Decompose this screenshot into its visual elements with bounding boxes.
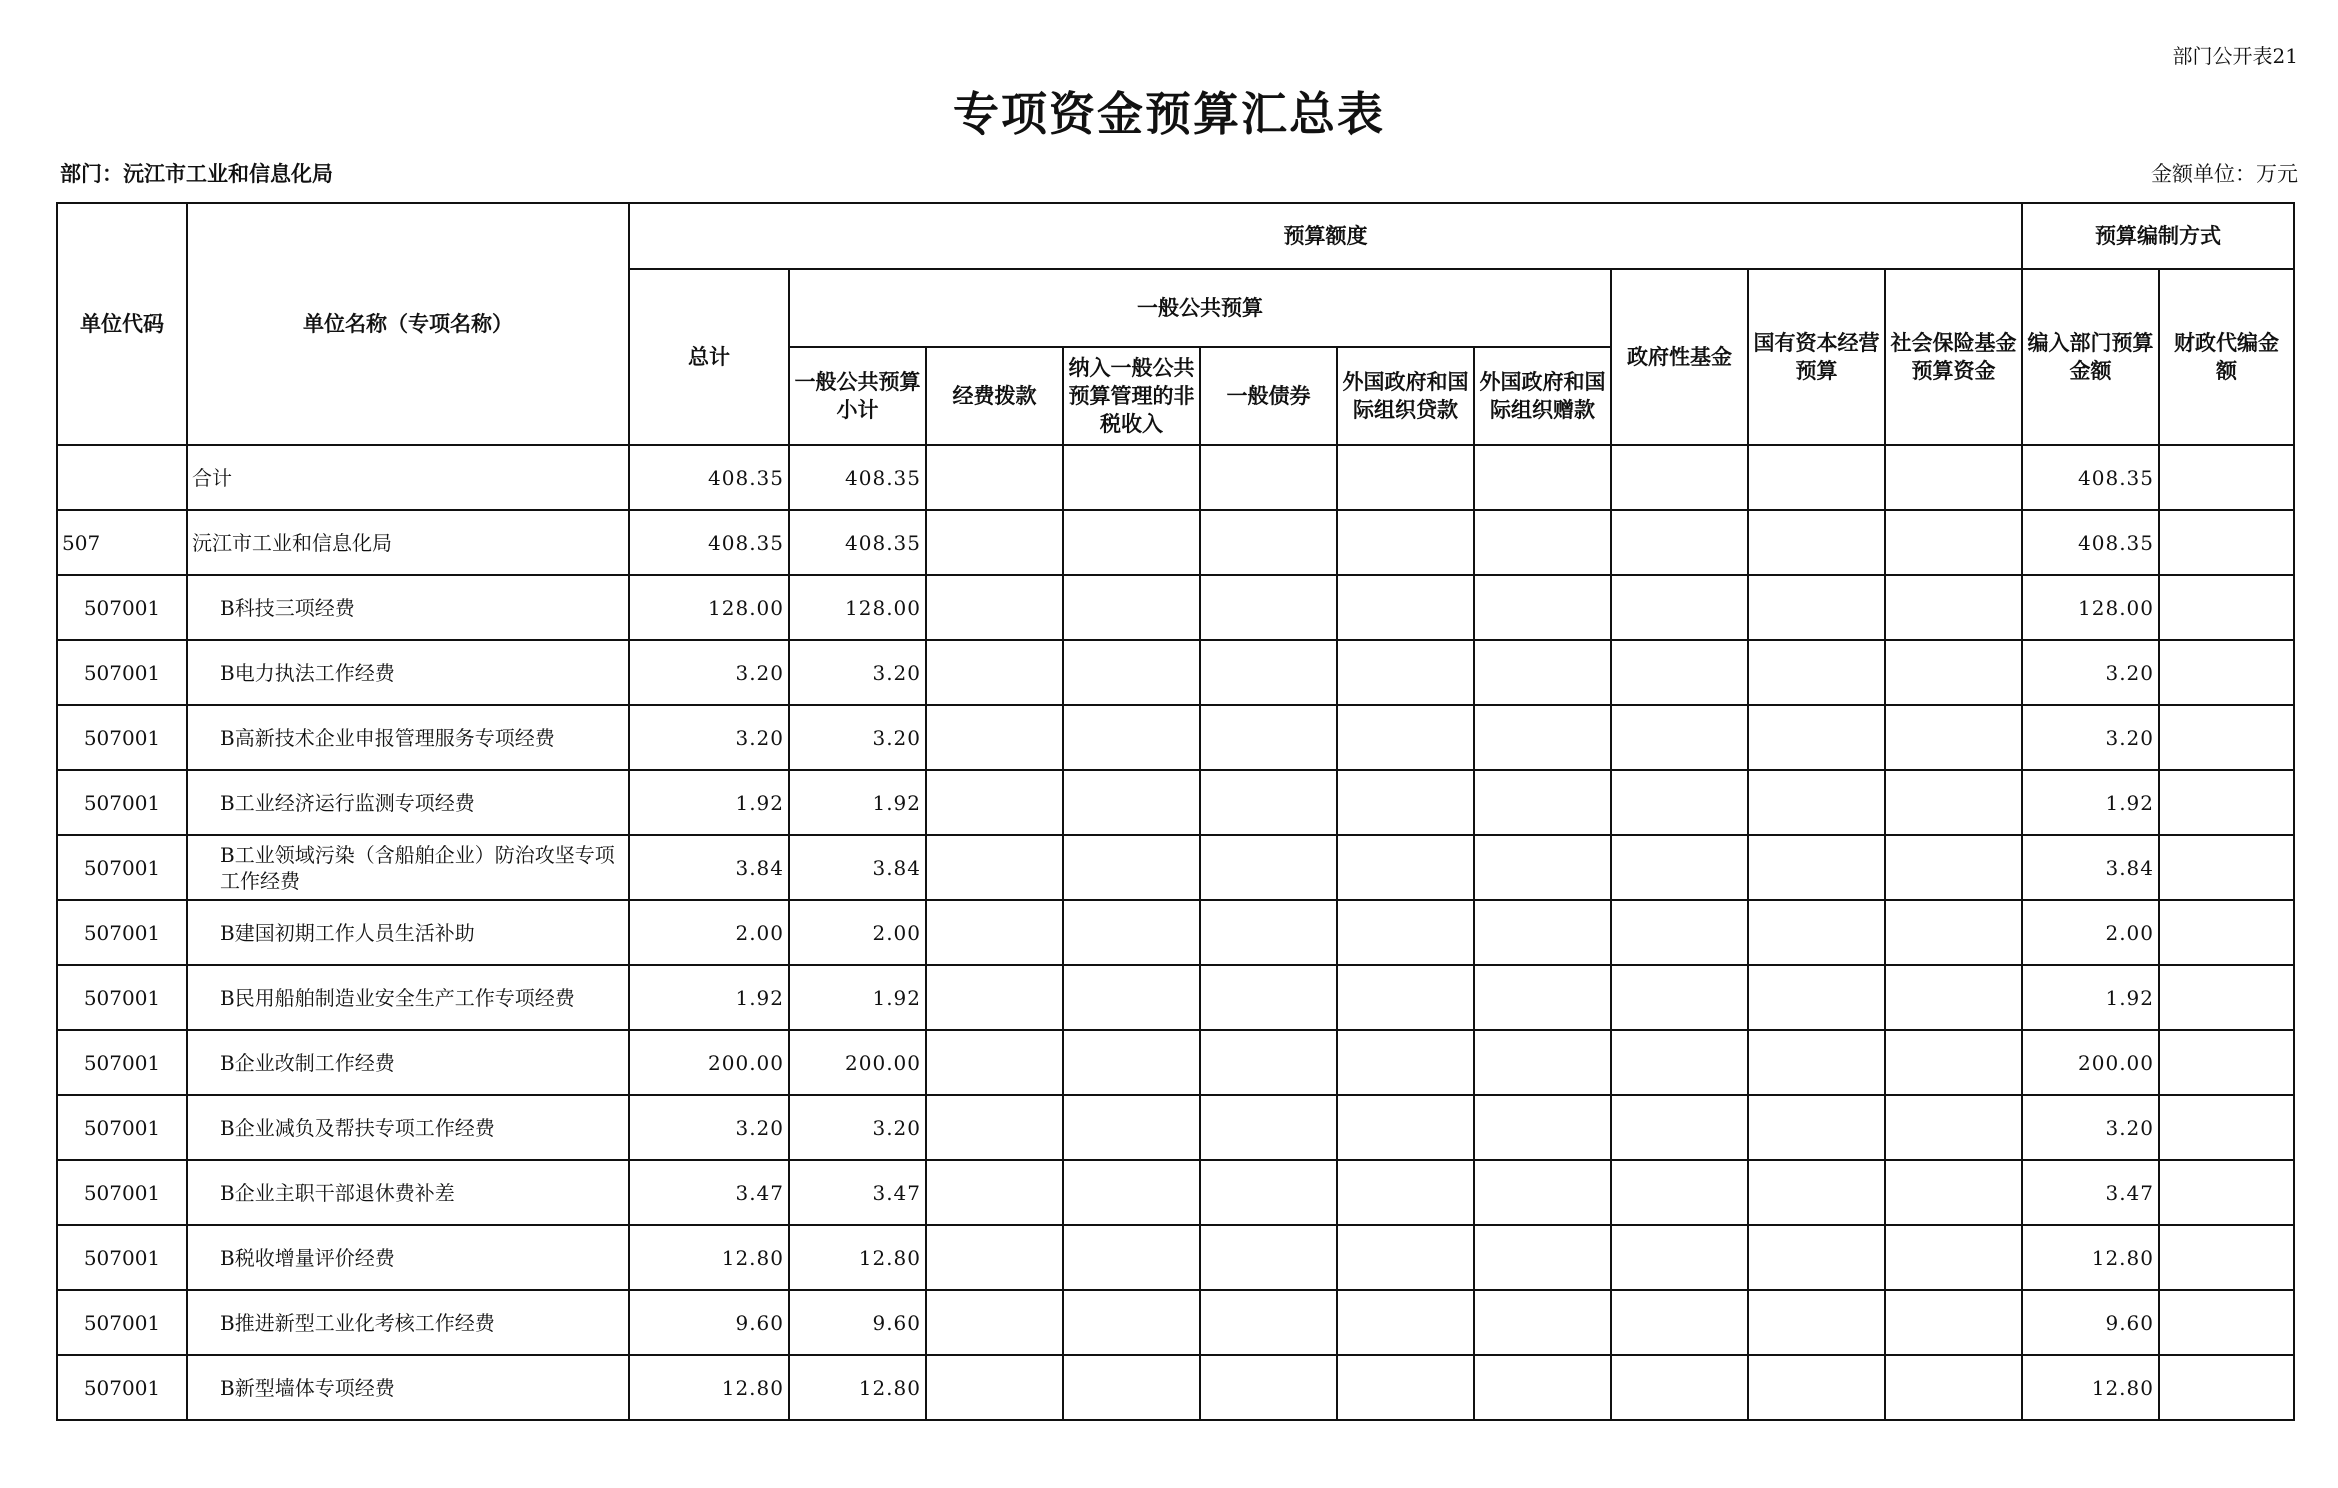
cell-funding-allocation <box>926 900 1063 965</box>
cell-funding-allocation <box>926 1160 1063 1225</box>
cell-non-tax-income <box>1063 445 1200 510</box>
table-row <box>57 900 2294 965</box>
cell-gov-fund <box>1611 640 1748 705</box>
cell-foreign-grants <box>1474 510 1611 575</box>
cell-foreign-loans <box>1337 965 1474 1030</box>
cell-unit-code: 507001 <box>57 770 187 835</box>
cell-unit-code: 507001 <box>57 1030 187 1095</box>
cell-unit-name: B工业领域污染（含船舶企业）防治攻坚专项工作经费 <box>187 835 629 900</box>
cell-gov-fund <box>1611 1160 1748 1225</box>
cell-state-capital <box>1748 510 1885 575</box>
table-row <box>57 575 2294 640</box>
cell-dept-budget-amount: 128.00 <box>2022 575 2159 640</box>
cell-fiscal-agency-amount <box>2159 575 2294 640</box>
cell-funding-allocation <box>926 770 1063 835</box>
table-row <box>57 510 2294 575</box>
cell-non-tax-income <box>1063 510 1200 575</box>
cell-unit-code: 507001 <box>57 1225 187 1290</box>
cell-state-capital <box>1748 445 1885 510</box>
cell-foreign-grants <box>1474 1225 1611 1290</box>
page-title: 专项资金预算汇总表 <box>953 87 1385 141</box>
cell-gp-subtotal: 3.20 <box>789 640 926 705</box>
cell-dept-budget-amount: 3.20 <box>2022 705 2159 770</box>
cell-fiscal-agency-amount <box>2159 705 2294 770</box>
header-dept-budget-amount: 编入部门预算金额 <box>2022 269 2159 445</box>
cell-social-insurance <box>1885 575 2022 640</box>
cell-total: 3.20 <box>629 705 789 770</box>
cell-unit-name: B科技三项经费 <box>187 575 629 640</box>
cell-dept-budget-amount: 3.20 <box>2022 1095 2159 1160</box>
cell-general-bonds <box>1200 1095 1337 1160</box>
cell-unit-code: 507001 <box>57 900 187 965</box>
cell-general-bonds <box>1200 965 1337 1030</box>
cell-gov-fund <box>1611 575 1748 640</box>
cell-non-tax-income <box>1063 1290 1200 1355</box>
cell-fiscal-agency-amount <box>2159 900 2294 965</box>
cell-total: 128.00 <box>629 575 789 640</box>
cell-foreign-loans <box>1337 705 1474 770</box>
cell-general-bonds <box>1200 900 1337 965</box>
cell-gov-fund <box>1611 705 1748 770</box>
cell-dept-budget-amount: 3.47 <box>2022 1160 2159 1225</box>
cell-dept-budget-amount: 12.80 <box>2022 1225 2159 1290</box>
cell-foreign-grants <box>1474 640 1611 705</box>
cell-gp-subtotal: 12.80 <box>789 1355 926 1420</box>
cell-fiscal-agency-amount <box>2159 510 2294 575</box>
cell-foreign-loans <box>1337 640 1474 705</box>
table-row <box>57 1160 2294 1225</box>
header-foreign-loans: 外国政府和国际组织贷款 <box>1337 347 1474 445</box>
cell-dept-budget-amount: 1.92 <box>2022 770 2159 835</box>
cell-fiscal-agency-amount <box>2159 1160 2294 1225</box>
cell-unit-name: B民用船舶制造业安全生产工作专项经费 <box>187 965 629 1030</box>
cell-total: 12.80 <box>629 1225 789 1290</box>
cell-funding-allocation <box>926 1290 1063 1355</box>
cell-state-capital <box>1748 835 1885 900</box>
table-row <box>57 640 2294 705</box>
amount-unit-label: 金额单位：万元 <box>2151 162 2298 186</box>
cell-state-capital <box>1748 1355 1885 1420</box>
cell-gp-subtotal: 3.84 <box>789 835 926 900</box>
cell-foreign-grants <box>1474 445 1611 510</box>
table-row <box>57 1355 2294 1420</box>
header-foreign-grants: 外国政府和国际组织赠款 <box>1474 347 1611 445</box>
cell-foreign-grants <box>1474 965 1611 1030</box>
cell-gp-subtotal: 1.92 <box>789 965 926 1030</box>
cell-unit-name: B工业经济运行监测专项经费 <box>187 770 629 835</box>
cell-unit-name: 沅江市工业和信息化局 <box>187 510 629 575</box>
cell-non-tax-income <box>1063 900 1200 965</box>
cell-total: 1.92 <box>629 965 789 1030</box>
cell-fiscal-agency-amount <box>2159 1290 2294 1355</box>
cell-gp-subtotal: 2.00 <box>789 900 926 965</box>
cell-state-capital <box>1748 1095 1885 1160</box>
cell-general-bonds <box>1200 1290 1337 1355</box>
cell-unit-name: B税收增量评价经费 <box>187 1225 629 1290</box>
cell-gp-subtotal: 3.20 <box>789 1095 926 1160</box>
cell-fiscal-agency-amount <box>2159 835 2294 900</box>
header-gp-subtotal: 一般公共预算小计 <box>789 347 926 445</box>
header-fiscal-agency-amount: 财政代编金额 <box>2159 269 2294 445</box>
header-budget-method: 预算编制方式 <box>2022 203 2294 269</box>
cell-unit-name: B高新技术企业申报管理服务专项经费 <box>187 705 629 770</box>
cell-dept-budget-amount: 12.80 <box>2022 1355 2159 1420</box>
cell-non-tax-income <box>1063 1095 1200 1160</box>
cell-foreign-grants <box>1474 900 1611 965</box>
cell-fiscal-agency-amount <box>2159 965 2294 1030</box>
cell-general-bonds <box>1200 1355 1337 1420</box>
cell-general-bonds <box>1200 575 1337 640</box>
cell-total: 3.20 <box>629 1095 789 1160</box>
cell-social-insurance <box>1885 900 2022 965</box>
cell-gp-subtotal: 9.60 <box>789 1290 926 1355</box>
cell-unit-name: B企业主职干部退休费补差 <box>187 1160 629 1225</box>
cell-unit-code: 507001 <box>57 1160 187 1225</box>
cell-state-capital <box>1748 1160 1885 1225</box>
cell-general-bonds <box>1200 640 1337 705</box>
header-budget-amount: 预算额度 <box>629 203 2022 269</box>
cell-social-insurance <box>1885 1095 2022 1160</box>
cell-fiscal-agency-amount <box>2159 770 2294 835</box>
cell-social-insurance <box>1885 705 2022 770</box>
cell-general-bonds <box>1200 1225 1337 1290</box>
cell-foreign-loans <box>1337 510 1474 575</box>
cell-dept-budget-amount: 1.92 <box>2022 965 2159 1030</box>
cell-dept-budget-amount: 2.00 <box>2022 900 2159 965</box>
cell-state-capital <box>1748 770 1885 835</box>
cell-gov-fund <box>1611 900 1748 965</box>
cell-general-bonds <box>1200 835 1337 900</box>
cell-fiscal-agency-amount <box>2159 1030 2294 1095</box>
cell-gov-fund <box>1611 770 1748 835</box>
table-header <box>57 203 2294 445</box>
header-total: 总计 <box>629 269 789 445</box>
cell-foreign-grants <box>1474 1290 1611 1355</box>
department-label: 部门：沅江市工业和信息化局 <box>60 161 333 186</box>
cell-social-insurance <box>1885 835 2022 900</box>
cell-foreign-loans <box>1337 1095 1474 1160</box>
cell-gov-fund <box>1611 1355 1748 1420</box>
cell-state-capital <box>1748 640 1885 705</box>
cell-fiscal-agency-amount <box>2159 1225 2294 1290</box>
budget-table <box>56 202 2295 1421</box>
cell-total: 12.80 <box>629 1355 789 1420</box>
cell-gov-fund <box>1611 835 1748 900</box>
cell-foreign-grants <box>1474 1030 1611 1095</box>
table-row <box>57 1030 2294 1095</box>
table-number-label: 部门公开表21 <box>2172 44 2298 68</box>
cell-funding-allocation <box>926 965 1063 1030</box>
cell-unit-name: B推进新型工业化考核工作经费 <box>187 1290 629 1355</box>
cell-fiscal-agency-amount <box>2159 1355 2294 1420</box>
cell-funding-allocation <box>926 445 1063 510</box>
cell-total: 3.20 <box>629 640 789 705</box>
cell-general-bonds <box>1200 445 1337 510</box>
cell-gp-subtotal: 3.47 <box>789 1160 926 1225</box>
cell-foreign-grants <box>1474 1160 1611 1225</box>
cell-gp-subtotal: 12.80 <box>789 1225 926 1290</box>
cell-gov-fund <box>1611 1030 1748 1095</box>
cell-unit-code: 507001 <box>57 1355 187 1420</box>
cell-social-insurance <box>1885 1160 2022 1225</box>
cell-gov-fund <box>1611 1095 1748 1160</box>
cell-non-tax-income <box>1063 965 1200 1030</box>
cell-unit-name: B新型墙体专项经费 <box>187 1355 629 1420</box>
cell-state-capital <box>1748 575 1885 640</box>
cell-social-insurance <box>1885 640 2022 705</box>
header-social-insurance: 社会保险基金预算资金 <box>1885 269 2022 445</box>
cell-foreign-loans <box>1337 770 1474 835</box>
cell-foreign-loans <box>1337 575 1474 640</box>
cell-non-tax-income <box>1063 1030 1200 1095</box>
cell-unit-code: 507001 <box>57 1290 187 1355</box>
cell-total: 3.84 <box>629 835 789 900</box>
cell-social-insurance <box>1885 1030 2022 1095</box>
cell-non-tax-income <box>1063 1225 1200 1290</box>
table-row <box>57 1290 2294 1355</box>
header-unit-code: 单位代码 <box>57 203 187 445</box>
header-non-tax-income: 纳入一般公共预算管理的非税收入 <box>1063 347 1200 445</box>
cell-non-tax-income <box>1063 640 1200 705</box>
cell-foreign-grants <box>1474 770 1611 835</box>
cell-foreign-loans <box>1337 1225 1474 1290</box>
cell-unit-code: 507001 <box>57 965 187 1030</box>
cell-state-capital <box>1748 900 1885 965</box>
cell-state-capital <box>1748 705 1885 770</box>
cell-state-capital <box>1748 1290 1885 1355</box>
table-row <box>57 835 2294 900</box>
cell-dept-budget-amount: 9.60 <box>2022 1290 2159 1355</box>
cell-unit-code: 507001 <box>57 835 187 900</box>
cell-unit-name: 合计 <box>187 445 629 510</box>
header-general-bonds: 一般债券 <box>1200 347 1337 445</box>
cell-non-tax-income <box>1063 1355 1200 1420</box>
cell-gp-subtotal: 408.35 <box>789 445 926 510</box>
cell-funding-allocation <box>926 640 1063 705</box>
cell-funding-allocation <box>926 1355 1063 1420</box>
header-general-public-budget: 一般公共预算 <box>789 269 1611 347</box>
header-gov-fund: 政府性基金 <box>1611 269 1748 445</box>
header-state-capital: 国有资本经营预算 <box>1748 269 1885 445</box>
cell-unit-name: B电力执法工作经费 <box>187 640 629 705</box>
cell-non-tax-income <box>1063 1160 1200 1225</box>
cell-social-insurance <box>1885 510 2022 575</box>
cell-foreign-loans <box>1337 900 1474 965</box>
cell-social-insurance <box>1885 1355 2022 1420</box>
cell-dept-budget-amount: 408.35 <box>2022 510 2159 575</box>
cell-unit-code: 507 <box>57 510 187 575</box>
cell-gp-subtotal: 1.92 <box>789 770 926 835</box>
cell-non-tax-income <box>1063 575 1200 640</box>
cell-total: 1.92 <box>629 770 789 835</box>
table-row <box>57 1095 2294 1160</box>
table-row <box>57 770 2294 835</box>
cell-foreign-grants <box>1474 1355 1611 1420</box>
table-row <box>57 1225 2294 1290</box>
cell-unit-name: B企业减负及帮扶专项工作经费 <box>187 1095 629 1160</box>
cell-gov-fund <box>1611 965 1748 1030</box>
cell-total: 408.35 <box>629 445 789 510</box>
cell-non-tax-income <box>1063 770 1200 835</box>
cell-social-insurance <box>1885 770 2022 835</box>
cell-unit-name: B企业改制工作经费 <box>187 1030 629 1095</box>
cell-dept-budget-amount: 408.35 <box>2022 445 2159 510</box>
cell-foreign-loans <box>1337 835 1474 900</box>
cell-total: 200.00 <box>629 1030 789 1095</box>
cell-gov-fund <box>1611 1290 1748 1355</box>
table-row <box>57 445 2294 510</box>
table-row <box>57 965 2294 1030</box>
cell-funding-allocation <box>926 510 1063 575</box>
cell-total: 2.00 <box>629 900 789 965</box>
cell-foreign-loans <box>1337 1355 1474 1420</box>
cell-unit-code: 507001 <box>57 575 187 640</box>
cell-non-tax-income <box>1063 835 1200 900</box>
table-row <box>57 705 2294 770</box>
cell-unit-code: 507001 <box>57 705 187 770</box>
cell-foreign-grants <box>1474 1095 1611 1160</box>
cell-non-tax-income <box>1063 705 1200 770</box>
cell-fiscal-agency-amount <box>2159 1095 2294 1160</box>
cell-social-insurance <box>1885 1225 2022 1290</box>
cell-funding-allocation <box>926 1095 1063 1160</box>
cell-dept-budget-amount: 3.20 <box>2022 640 2159 705</box>
cell-unit-name: B建国初期工作人员生活补助 <box>187 900 629 965</box>
cell-foreign-grants <box>1474 835 1611 900</box>
cell-gp-subtotal: 3.20 <box>789 705 926 770</box>
cell-funding-allocation <box>926 705 1063 770</box>
cell-unit-code <box>57 445 187 510</box>
cell-state-capital <box>1748 1030 1885 1095</box>
cell-social-insurance <box>1885 965 2022 1030</box>
cell-unit-code: 507001 <box>57 640 187 705</box>
cell-foreign-loans <box>1337 1030 1474 1095</box>
cell-social-insurance <box>1885 1290 2022 1355</box>
cell-general-bonds <box>1200 1160 1337 1225</box>
cell-foreign-grants <box>1474 705 1611 770</box>
cell-gp-subtotal: 408.35 <box>789 510 926 575</box>
cell-total: 408.35 <box>629 510 789 575</box>
cell-state-capital <box>1748 1225 1885 1290</box>
cell-fiscal-agency-amount <box>2159 445 2294 510</box>
cell-unit-code: 507001 <box>57 1095 187 1160</box>
cell-fiscal-agency-amount <box>2159 640 2294 705</box>
cell-gov-fund <box>1611 1225 1748 1290</box>
cell-foreign-loans <box>1337 445 1474 510</box>
cell-foreign-grants <box>1474 575 1611 640</box>
header-unit-name: 单位名称（专项名称） <box>187 203 629 445</box>
cell-social-insurance <box>1885 445 2022 510</box>
cell-general-bonds <box>1200 770 1337 835</box>
cell-gov-fund <box>1611 510 1748 575</box>
cell-foreign-loans <box>1337 1290 1474 1355</box>
cell-foreign-loans <box>1337 1160 1474 1225</box>
cell-general-bonds <box>1200 510 1337 575</box>
table-body <box>57 445 2294 1420</box>
cell-total: 9.60 <box>629 1290 789 1355</box>
cell-total: 3.47 <box>629 1160 789 1225</box>
cell-funding-allocation <box>926 575 1063 640</box>
cell-general-bonds <box>1200 705 1337 770</box>
cell-gp-subtotal: 200.00 <box>789 1030 926 1095</box>
cell-funding-allocation <box>926 835 1063 900</box>
cell-funding-allocation <box>926 1030 1063 1095</box>
cell-dept-budget-amount: 200.00 <box>2022 1030 2159 1095</box>
cell-general-bonds <box>1200 1030 1337 1095</box>
cell-dept-budget-amount: 3.84 <box>2022 835 2159 900</box>
cell-gp-subtotal: 128.00 <box>789 575 926 640</box>
cell-funding-allocation <box>926 1225 1063 1290</box>
cell-state-capital <box>1748 965 1885 1030</box>
header-funding-allocation: 经费拨款 <box>926 347 1063 445</box>
cell-gov-fund <box>1611 445 1748 510</box>
